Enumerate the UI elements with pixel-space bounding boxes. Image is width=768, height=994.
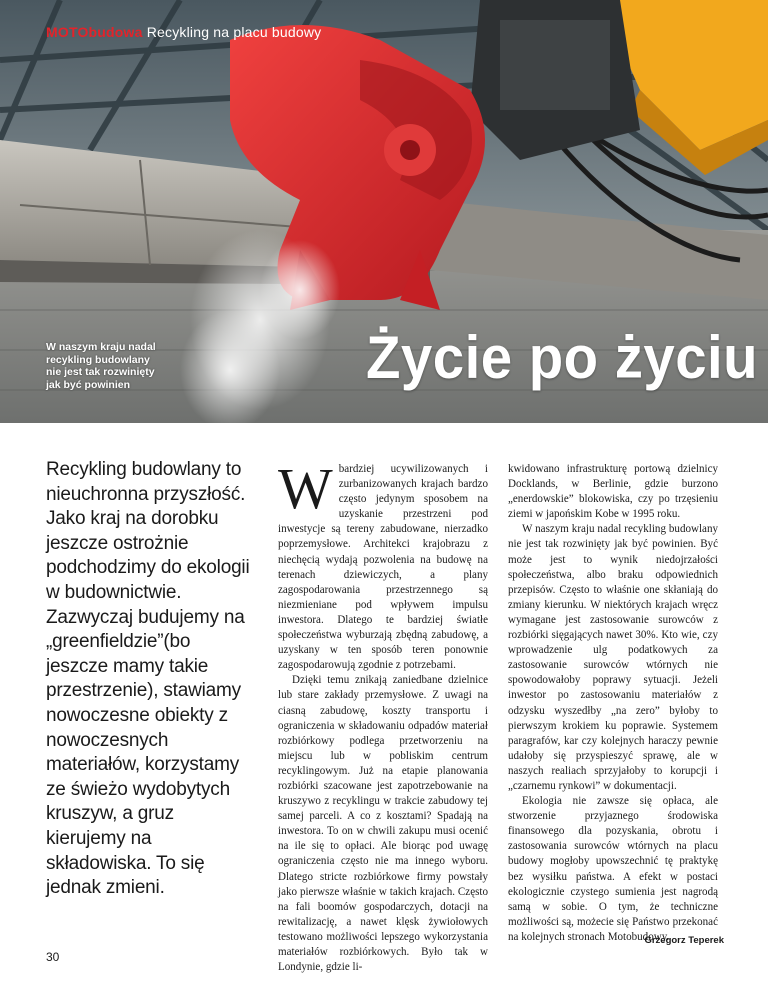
article-column-2 [508,462,718,945]
article-lead: Recykling budowlany to nieuchronna przyszłość. Jako kraj na dorobku jeszcze ostrożnie podchodzimy do ekologii w budownictwie. Zazwyczaj budujemy na „greenfieldzie”(bo jeszcze mamy takie przestrzenie), stawiamy nowoczesne obiekty z nowoczesnych materiałów, korzystamy ze świeżo wydobytych kruszyw, a gruz kierujemy na składowiska. To się jednak zmieni. [46,459,250,899]
article-paragraph: Dzięki temu znikają zaniedbane dzielnice lub stare zakłady przemysłowe. Z uwagi na ciasną zabudowę, koszty transportu i ograniczenia w składowaniu odpadów materiał rozbiórkowy podlega przetworzeniu na miejscu lub w pobliskim centrum recyklingowym. Już na etapie planowania rozbiórki szacowane jest zapotrzebowanie na kruszywo z recyklingu w trakcie zabudowy tej samej parceli. A co z kosztami? Spadają na inwestora. To on w chwili zakupu musi ocenić na ile się to opłaci. Ale biorąc pod uwagę ograniczenia często nie ma innego wyboru. Dlatego stricte rozbiórkowe firmy powstały jako pierwsze właśnie w takich krajach. Często na fali boomów gospodarczych, dotacji na rewitalizację, a nawet klęsk żywiołowych testowano możliwości lepszego wykorzystania materiałów rozbiórkowych. Było tak w Londynie, gdzie li- [278,674,488,974]
drop-cap: W [278,456,333,521]
magazine-brand: MOTObudowa [46,24,143,40]
section-title: Recykling na placu budowy [146,24,322,40]
article-paragraph: kwidowano infrastrukturę portową dzielnicy Docklands, w Berlinie, gdzie burzono „enerdowskie” blokowiska, czy po trzęsieniu ziemi w japońskim Kobe w 1995 roku. [508,463,718,521]
article-paragraph: Ekologia nie zawsze się opłaca, ale stworzenie przyjaznego środowiska finansowego dla pozyskania, obrotu i zastosowania surowców wtórnych na placu budowy mogłoby upowszechnić tę praktykę bez wysiłku państwa. A efekt w postaci ekologicznie czystego sumienia jest nagrodą samą w sobie. O tym, że techniczne możliwości są, możecie się Państwo przekonać na kolejnych stronach Motobudowy. [508,795,718,943]
hero-photo [0,0,768,423]
photo-caption: W naszym kraju nadal recykling budowlany nie jest tak rozwinięty jak być powinien [46,341,156,391]
article-column-1 [278,456,488,975]
article-headline: Życie po życiu [366,324,759,391]
section-kicker [46,24,321,40]
page-number: 30 [46,950,60,964]
article-paragraph [278,456,488,673]
article-author: Grzegorz Teperek [644,935,724,946]
paragraph-text: bardziej ucywilizowanych i zurbanizowanych krajach bardzo często jedynym sposobem na uzyskanie przestrzeni pod inwestycje są tereny zabudowane, nierzadko poprzemysłowe. Architekci krajobrazu z niechęcią wydają pozwolenia na budowę na terenach dziewiczych, a plany zagospodarowania przestrzennego są niezmieniane pod wpływem impulsu inwestora. Dlatego te bardziej światłe społeczeństwa wyburzają zbędną zabudowę, a uzyskany w ten sposób teren ponownie zagospodarowują zgodnie z potrzebami. [278,463,488,672]
article-paragraph: W naszym kraju nadal recykling budowlany nie jest tak rozwinięty jak być powinien. Być może jest to wynik niedojrzałości społeczeństwa, albo braku odpowiednich przepisów. Często to właśnie one skłaniają do zmiany kierunku. W niektórych krajach wręcz wymagane jest zastosowanie surowców z rozbiórki sięgających nawet 30%. Kto wie, czy wprowadzenie ulg podatkowych za zastosowanie surowców wtórnych nie spowodowałoby poprawy sytuacji. Jeżeli inwestor po zastosowaniu materiałów z odzysku wyszedłby „na zero” byłoby to pierwszym krokiem ku poprawie. Systemem paragrafów, kar czy kolejnych haraczy pewnie udałoby się przyspieszyć sprawę, ale w naszych realiach sprzyjałoby to korupcji i „czarnemu rynkowi” w dokumentacji. [508,523,718,792]
